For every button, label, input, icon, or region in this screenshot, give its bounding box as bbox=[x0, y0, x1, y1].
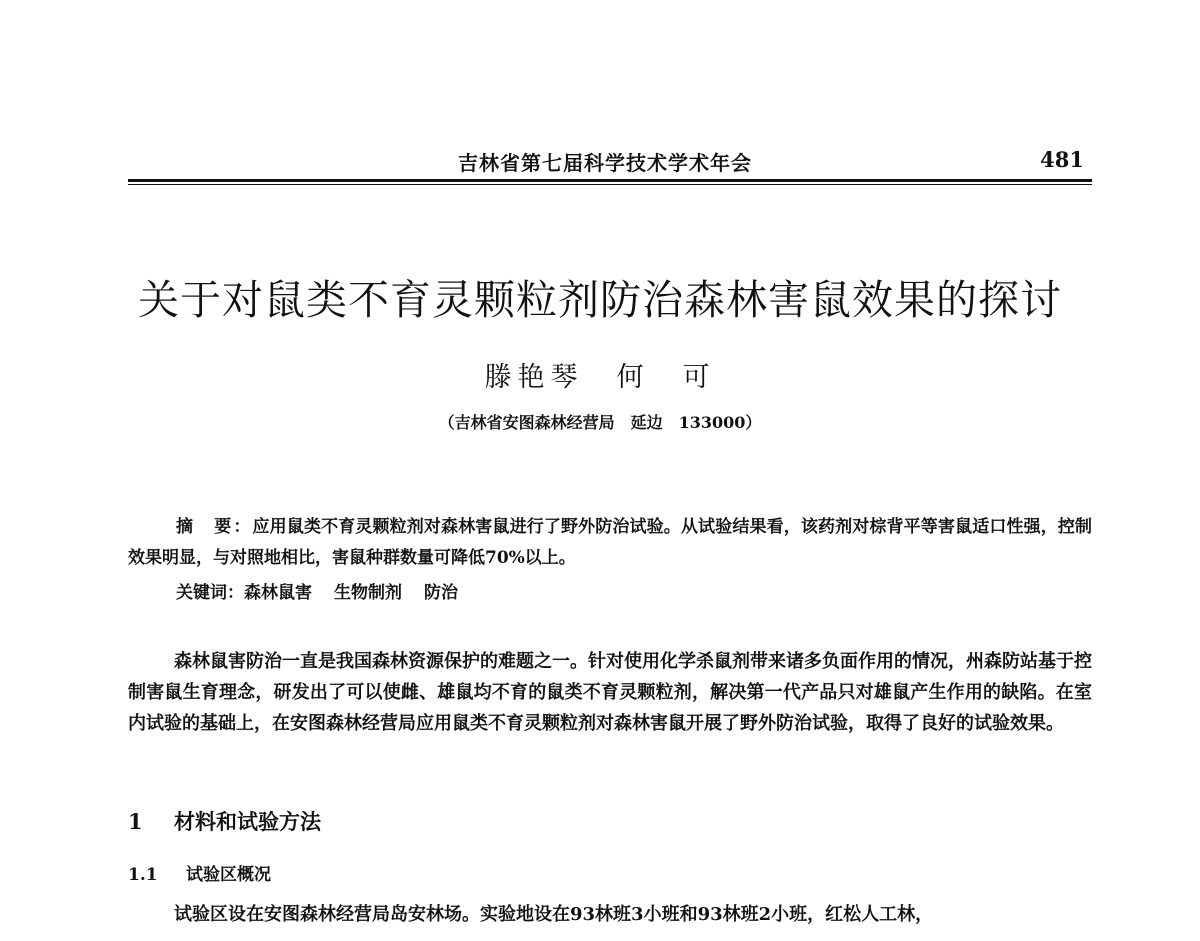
section-heading bbox=[128, 806, 321, 836]
keywords bbox=[176, 578, 480, 603]
paper-title: 关于对鼠类不育灵颗粒剂防治森林害鼠效果的探讨 bbox=[138, 276, 1062, 325]
running-header bbox=[128, 145, 1092, 185]
authors: 滕艳琴 何 可 bbox=[484, 362, 716, 393]
keyword-item: 生物制剂 bbox=[334, 583, 402, 603]
intro-paragraph bbox=[128, 646, 1092, 739]
subsection-heading bbox=[128, 860, 271, 885]
journal-title: 吉林省第七届科学技术学术年会 bbox=[458, 151, 752, 175]
section-title: 材料和试验方法 bbox=[174, 809, 321, 834]
keywords-label: 关键词： bbox=[176, 583, 244, 603]
abstract-text: 应用鼠类不育灵颗粒剂对森林害鼠进行了野外防治试验。从试验结果看，该药剂对棕背平等害鼠适口性强，控制效果明显，与对照地相比，害鼠种群数量可降低70%以上。 bbox=[128, 517, 1093, 568]
body-text: 试验区设在安图森林经营局岛安林场。实验地设在93林班3小班和93林班2小班，红松人工林， bbox=[174, 904, 934, 925]
subsection-title: 试验区概况 bbox=[186, 865, 271, 885]
page-number: 481 bbox=[1040, 147, 1084, 172]
keyword-item: 森林鼠害 bbox=[244, 583, 312, 603]
header-rule-thick bbox=[128, 179, 1092, 182]
section-number: 1 bbox=[128, 809, 143, 834]
subsection-number: 1.1 bbox=[128, 865, 158, 885]
keyword-item: 防治 bbox=[424, 583, 458, 603]
body-paragraph bbox=[128, 898, 1092, 932]
header-rule-thin bbox=[128, 184, 1092, 185]
intro-text: 森林鼠害防治一直是我国森林资源保护的难题之一。针对使用化学杀鼠剂带来诸多负面作用的情况，州森防站基于控制害鼠生育理念，研发出了可以使雌、雄鼠均不育的鼠类不育灵颗粒剂，解决第一代产品只对雄鼠产生作用的缺陷。在室内试验的基础上，在安图森林经营局应用鼠类不育灵颗粒剂对森林害鼠开展了野外防治试验，取得了良好的试验效果。 bbox=[128, 651, 1092, 734]
abstract bbox=[128, 512, 1092, 574]
affiliation: （吉林省安图森林经营局 延边 133000） bbox=[438, 413, 762, 432]
abstract-label: 摘 要： bbox=[176, 517, 253, 537]
